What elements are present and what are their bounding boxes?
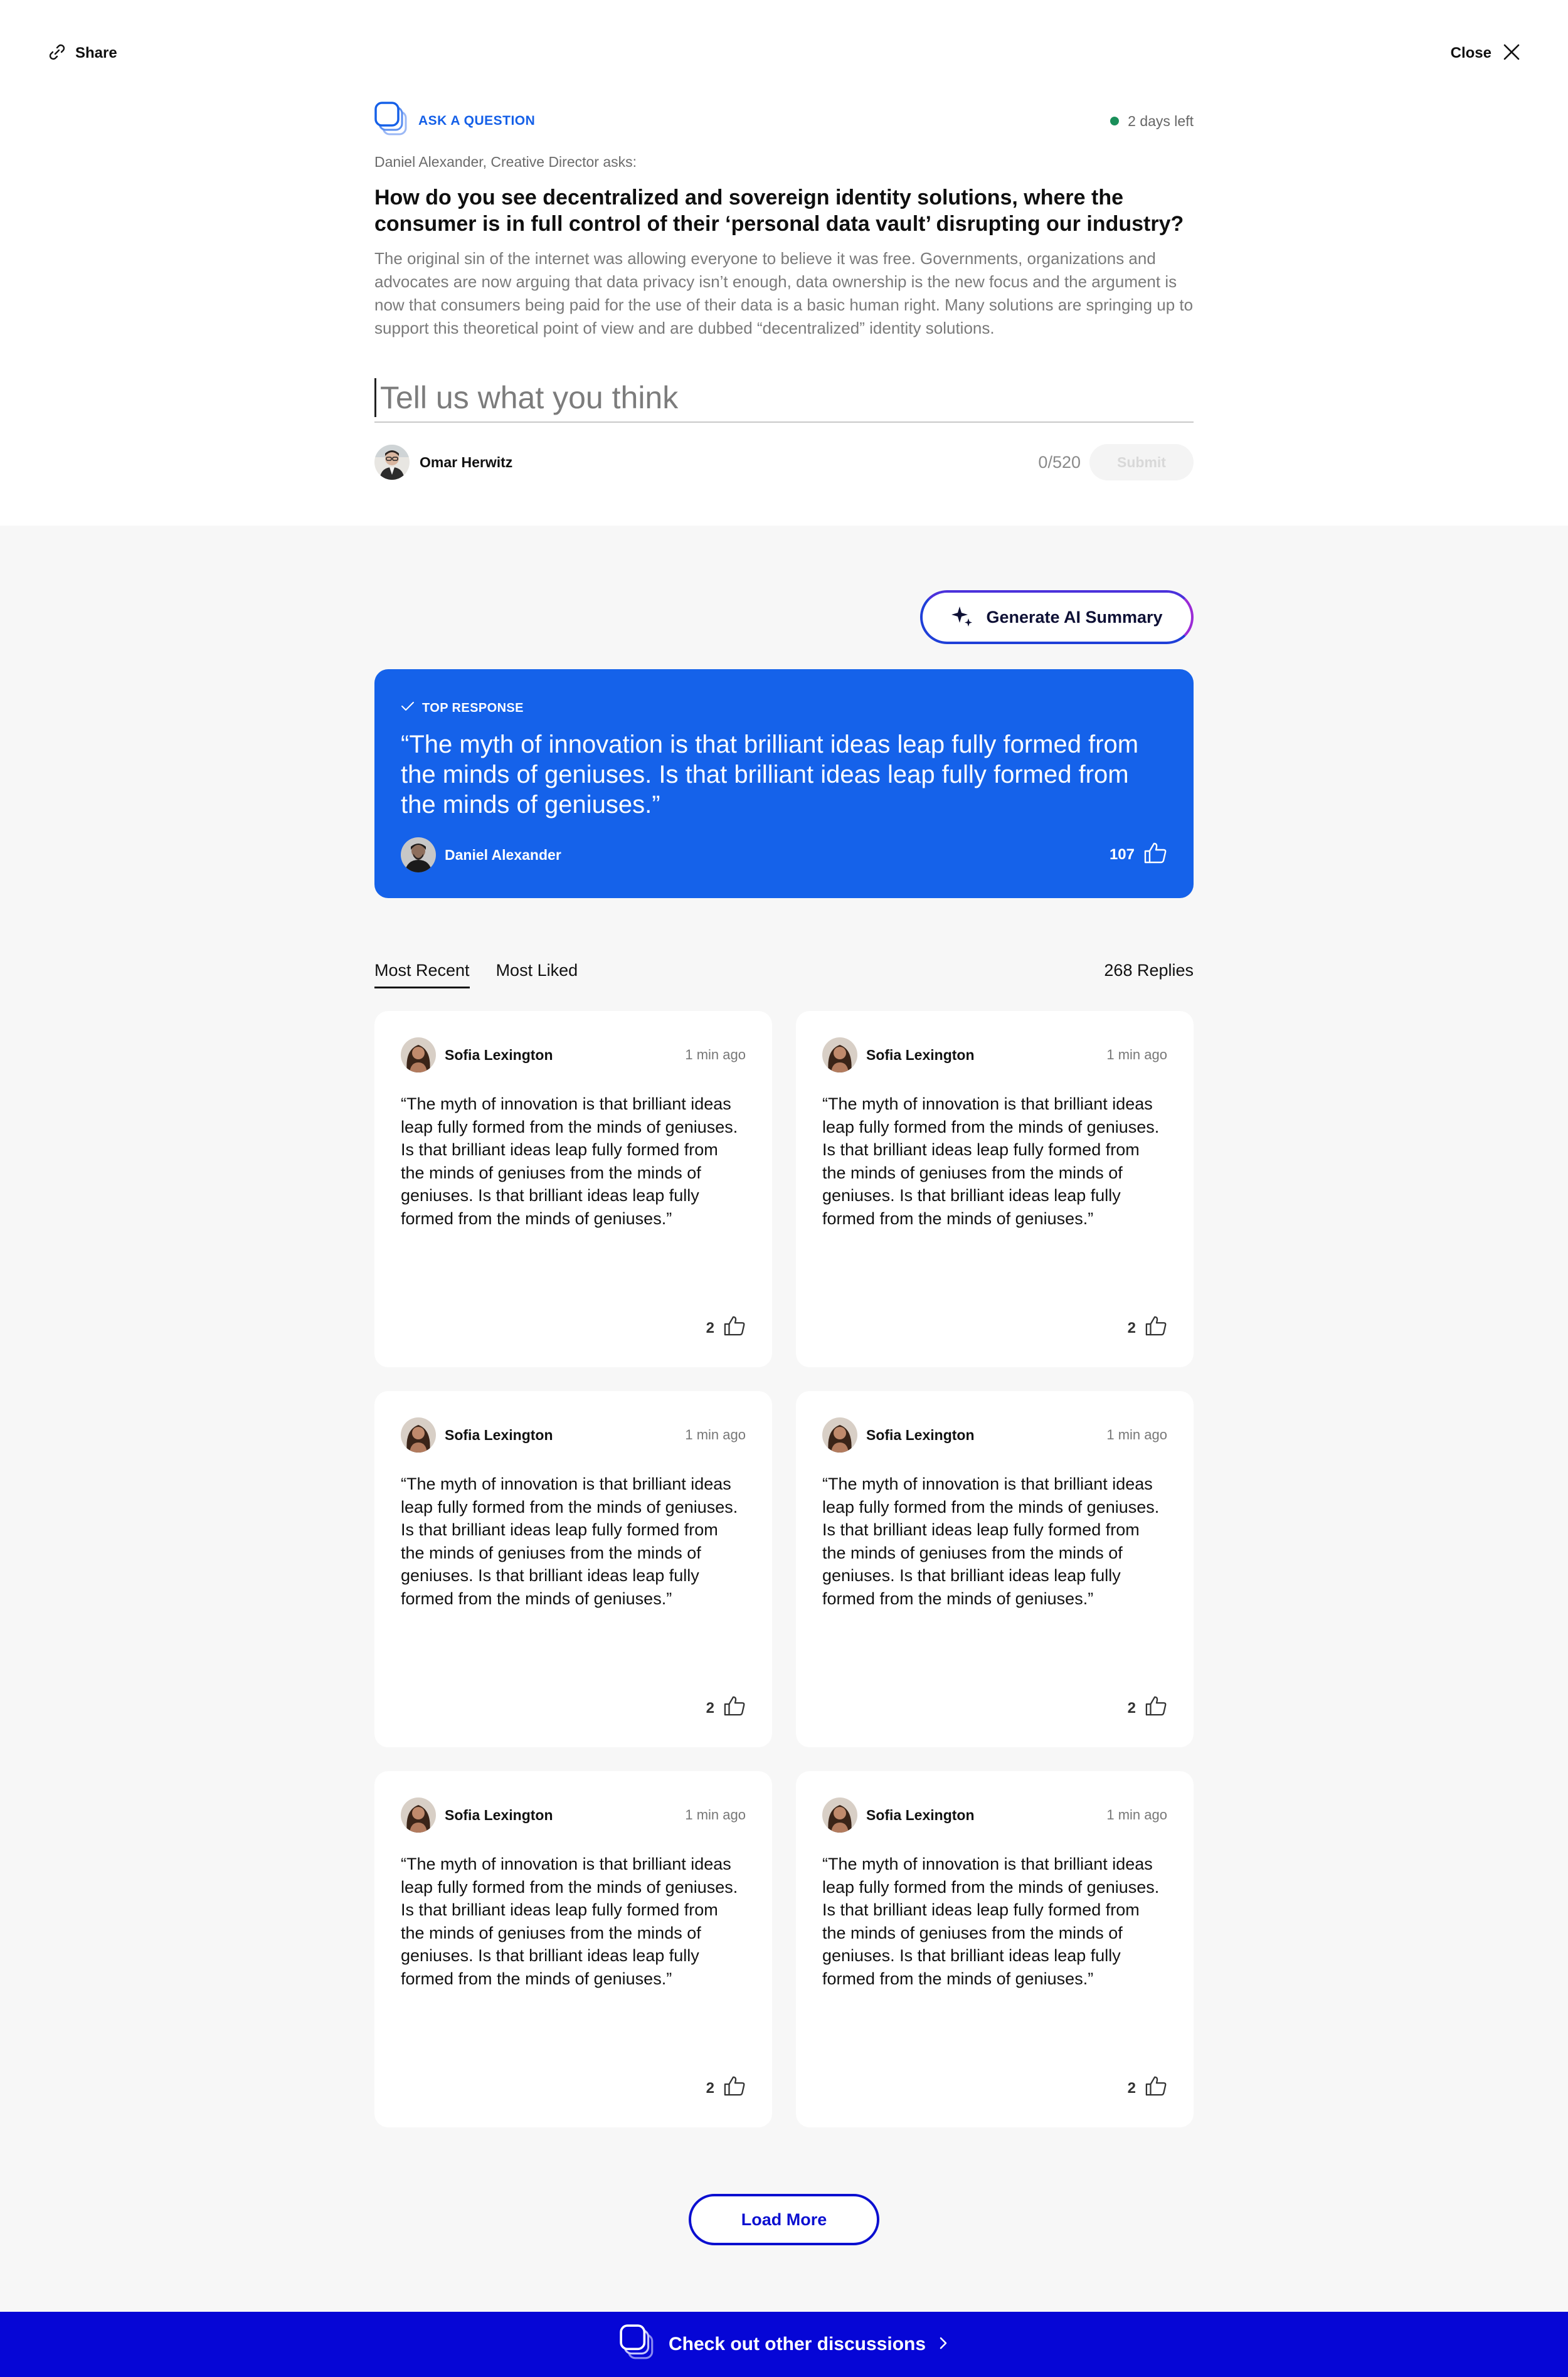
avatar — [401, 1797, 436, 1833]
generate-ai-summary-button[interactable] — [920, 590, 1194, 644]
reply-like-button[interactable] — [706, 2075, 746, 2101]
thumbs-up-icon — [1145, 1695, 1167, 1721]
reply-text: “The myth of innovation is that brilliant ideas leap fully formed from the minds of geniuses. Is that brilliant ideas leap fully formed from the minds of geniuses from the minds of geniuses. Is that brilliant ideas leap fully formed from the minds of geniuses.” — [401, 1474, 738, 1608]
sparkle-icon — [951, 605, 973, 630]
close-icon — [1503, 43, 1520, 64]
reply-card — [374, 1771, 772, 2127]
like-count: 2 — [706, 2079, 714, 2097]
reply-author-name: Sofia Lexington — [866, 1426, 975, 1443]
thumbs-up-icon — [723, 1695, 746, 1721]
brand-logo-icon — [620, 2324, 656, 2365]
reply-text: “The myth of innovation is that brilliant ideas leap fully formed from the minds of geniuses. Is that brilliant ideas leap fully formed from the minds of geniuses from the minds of geniuses. Is that brilliant ideas leap fully formed from the minds of geniuses.” — [822, 1474, 1160, 1608]
reply-author — [401, 1417, 553, 1453]
brand-logo-icon — [374, 102, 410, 141]
replies-grid — [374, 1011, 1194, 2127]
reply-time: 1 min ago — [1106, 1047, 1167, 1062]
reply-header — [401, 1417, 746, 1453]
question-asker: Daniel Alexander, Creative Director asks: — [374, 154, 637, 170]
text-caret — [374, 378, 376, 417]
reply-time: 1 min ago — [685, 1427, 746, 1443]
answer-input[interactable] — [380, 379, 1194, 416]
reply-author — [401, 1037, 553, 1072]
reply-author-name: Sofia Lexington — [445, 1046, 553, 1063]
link-icon — [49, 43, 65, 65]
reply-author-name: Sofia Lexington — [445, 1806, 553, 1823]
answer-field[interactable] — [374, 374, 1194, 423]
avatar — [822, 1037, 857, 1072]
top-response-tag — [401, 701, 1167, 716]
thumbs-up-icon — [1145, 2075, 1167, 2101]
thumbs-up-icon — [723, 1315, 746, 1341]
reply-author — [401, 1797, 553, 1833]
avatar — [374, 445, 410, 480]
avatar — [822, 1797, 857, 1833]
reply-card — [374, 1011, 772, 1367]
check-icon — [401, 701, 415, 716]
reply-text: “The myth of innovation is that brilliant ideas leap fully formed from the minds of geniuses. Is that brilliant ideas leap fully formed from the minds of geniuses from the minds of geniuses. Is that brilliant ideas leap fully formed from the minds of geniuses.” — [822, 1094, 1160, 1228]
reply-time: 1 min ago — [685, 1047, 746, 1062]
top-response-footer — [401, 837, 1167, 872]
like-count: 2 — [706, 1319, 714, 1337]
reply-author-name: Sofia Lexington — [866, 1046, 975, 1063]
question-brand — [374, 102, 535, 141]
reply-time: 1 min ago — [1106, 1807, 1167, 1823]
reply-like-button[interactable] — [706, 1315, 746, 1341]
top-response-card — [374, 669, 1194, 898]
close-label: Close — [1450, 45, 1491, 61]
ai-summary-label: Generate AI Summary — [986, 607, 1163, 627]
reply-text: “The myth of innovation is that brilliant ideas leap fully formed from the minds of geniuses. Is that brilliant ideas leap fully formed from the minds of geniuses from the minds of geniuses. Is that brilliant ideas leap fully formed from the minds of geniuses.” — [401, 1094, 738, 1228]
reply-author — [822, 1037, 975, 1072]
other-discussions-label: Check out other discussions — [668, 2334, 926, 2354]
replies-tabs — [374, 961, 578, 988]
top-response-like-button[interactable] — [1110, 842, 1167, 869]
reply-like-button[interactable] — [1128, 1695, 1167, 1721]
submit-button[interactable]: Submit — [1089, 444, 1194, 480]
chevron-right-icon — [938, 2336, 948, 2354]
character-counter: 0/520 — [1038, 452, 1081, 472]
reply-author — [822, 1417, 975, 1453]
reply-card — [374, 1391, 772, 1747]
reply-header — [822, 1797, 1167, 1833]
like-count: 2 — [1127, 2079, 1136, 2097]
reply-header — [401, 1797, 746, 1833]
question-section — [374, 102, 1194, 480]
avatar — [401, 837, 436, 872]
composer-user — [374, 445, 512, 480]
avatar — [822, 1417, 857, 1453]
share-button[interactable] — [49, 43, 117, 64]
like-count: 2 — [706, 1699, 714, 1717]
status-text: 2 days left — [1128, 112, 1194, 129]
top-response-author — [401, 837, 561, 872]
question-body: The original sin of the internet was allowing everyone to believe it was free. Governments, organizations and advocates are now arguing that data privacy isn’t enough, data ownership is the new focus and the argument is now that consumers being paid for the use of their data is a basic human right. Many solutions are springing up to support this theoretical point of view and are dubbed “decentralized” identity solutions. — [374, 249, 1194, 337]
reply-time: 1 min ago — [685, 1807, 746, 1823]
reply-author — [822, 1797, 975, 1833]
reply-header — [822, 1417, 1167, 1453]
reply-like-button[interactable] — [1128, 2075, 1167, 2101]
load-more-button[interactable]: Load More — [689, 2194, 879, 2245]
tab-most-recent[interactable]: Most Recent — [374, 961, 470, 988]
reply-time: 1 min ago — [1106, 1427, 1167, 1443]
close-button[interactable] — [1451, 43, 1520, 64]
reply-text: “The myth of innovation is that brilliant ideas leap fully formed from the minds of geniuses. Is that brilliant ideas leap fully formed from the minds of geniuses from the minds of geniuses. Is that brilliant ideas leap fully formed from the minds of geniuses.” — [401, 1855, 738, 1988]
reply-author-name: Sofia Lexington — [866, 1806, 975, 1823]
top-response-label: TOP RESPONSE — [422, 701, 524, 715]
like-count: 2 — [1127, 1319, 1136, 1337]
reply-card — [796, 1391, 1194, 1747]
reply-like-button[interactable] — [706, 1695, 746, 1721]
thumbs-up-icon — [1143, 842, 1167, 869]
reply-text: “The myth of innovation is that brilliant ideas leap fully formed from the minds of geniuses. Is that brilliant ideas leap fully formed from the minds of geniuses from the minds of geniuses. Is that brilliant ideas leap fully formed from the minds of geniuses.” — [822, 1855, 1160, 1988]
avatar — [401, 1417, 436, 1453]
thumbs-up-icon — [1145, 1315, 1167, 1341]
like-count: 107 — [1109, 846, 1135, 863]
avatar — [401, 1037, 436, 1072]
reply-card — [796, 1771, 1194, 2127]
reply-card — [796, 1011, 1194, 1367]
share-label: Share — [75, 45, 117, 61]
reply-like-button[interactable] — [1128, 1315, 1167, 1341]
reply-author-name: Sofia Lexington — [445, 1426, 553, 1443]
top-response-author-name: Daniel Alexander — [445, 846, 561, 863]
composer-actions — [1038, 444, 1194, 480]
composer-footer — [374, 444, 1194, 480]
question-title: How do you see decentralized and sovereign identity solutions, where the consumer is in full control of their ‘personal data vault’ disrupting our industry? — [374, 186, 1184, 236]
thumbs-up-icon — [723, 2075, 746, 2101]
like-count: 2 — [1127, 1699, 1136, 1717]
tab-most-liked[interactable]: Most Liked — [495, 961, 578, 980]
question-tag: ASK A QUESTION — [418, 114, 536, 128]
other-discussions-link[interactable] — [0, 2312, 1568, 2377]
composer-user-name: Omar Herwitz — [420, 453, 513, 470]
status-dot-icon — [1110, 117, 1119, 125]
question-status — [1110, 113, 1194, 130]
replies-count: 268 Replies — [1104, 961, 1194, 980]
reply-header — [401, 1037, 746, 1072]
reply-header — [822, 1037, 1167, 1072]
replies-toolbar — [374, 961, 1194, 990]
question-header — [374, 102, 1194, 140]
top-response-quote: “The myth of innovation is that brilliant ideas leap fully formed from the minds of geniuses. Is that brilliant ideas leap fully formed from the minds of geniuses.” — [401, 731, 1139, 818]
